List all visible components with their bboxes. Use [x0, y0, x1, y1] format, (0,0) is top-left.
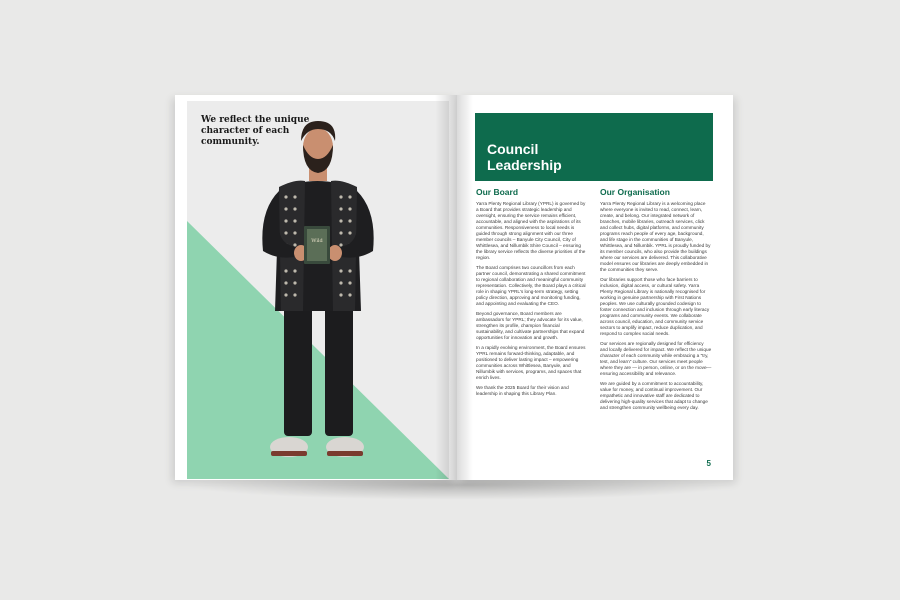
left-leg	[284, 301, 312, 436]
right-sole	[327, 451, 363, 456]
gutter-shadow-left	[435, 95, 457, 480]
organisation-paragraph: We are guided by a commitment to accountability, value for money, and continual improvement. Our empathetic and innovative staff are dedicated to delivering high-quality services that adapt to change and strengthen community wellbeing every day.	[600, 381, 708, 410]
organisation-paragraph: Yarra Plenty Regional Library is a welcoming place where everyone is invited to read, connect, learn, create, and belong. Our integrated network of branches, mobile libraries, outreach services, click and collect hubs, digital platforms, and community programs reach people of every age, background, and life stage in the communities of Banyule, Whittlesea, and Nillumbik. YPRL is proudly funded by its member councils, who also provide the buildings where our services are delivered. This collaborative model ensures our libraries are deeply embedded in the communities they serve.	[600, 201, 711, 272]
page-number: 5	[706, 459, 711, 468]
right-hand	[328, 245, 342, 261]
right-page	[457, 95, 733, 480]
organisation-paragraph: Our libraries support those who face barriers to inclusion, digital access, or cultural safety. Yarra Plenty Regional Library is nationally recognised for working in genuine partnership with First Nations peoples. We use culturally grounded codesign to foster connection and inclusion through early literacy programs and community events. We collaborate across council, education, and community service sectors to amplify impact, reduce duplication, and respond to complex social needs.	[600, 277, 710, 336]
book-cover	[307, 229, 327, 261]
organisation-column	[600, 187, 712, 415]
page-title: Council Leadership	[487, 141, 562, 173]
board-paragraph: In a rapidly evolving environment, the Board ensures YPRL remains forward-thinking, adaptable, and positioned to deliver lasting impact – empowering communities across Whittlesea, Banyule, and Nillumbik with services, programs, and spaces that enrich lives.	[476, 345, 586, 380]
title-banner	[475, 113, 713, 181]
photo-caption: We reflect the unique character of each community.	[201, 115, 310, 147]
right-leg	[325, 301, 353, 436]
left-sole	[271, 451, 307, 456]
board-paragraph: We thank the 2025 Board for their vision and leadership in shaping this Library Plan.	[476, 385, 569, 396]
book-cover-text: Wild	[311, 238, 323, 244]
portrait-photo	[187, 101, 449, 479]
organisation-paragraph: Our services are regionally designed for efficiency and locally delivered for impact. We reflect the unique character of each community while embracing a "try, test, and learn" culture. Our services meet people where they are — in person, online, or on the move—ensuring accessibility and relevance.	[600, 341, 712, 376]
board-heading: Our Board	[476, 187, 519, 197]
board-paragraph: Beyond governance, Board members are ambassadors for YPRL; they advocate for its value, strengthen its profile, champion financial sustainability, and cultivate partnerships that expand opportunities for innovation and growth.	[476, 311, 585, 340]
board-paragraph: Yarra Plenty Regional Library (YPRL) is governed by a Board that provides strategic leadership and oversight, ensuring the service remains efficient, accountable, and aligned with the aspirations of its communities. Responsiveness to local needs is guided through strong alignment with our three member councils – Banyule City Council, City of Whittlesea, and Nillumbik Shire Council – ensuring the library service reflects the diverse priorities of the region.	[476, 201, 586, 260]
portrait-illustration	[187, 101, 449, 479]
left-page	[175, 95, 457, 480]
board-paragraph: The Board comprises two councillors from each partner council, demonstrating a shared commitment to regional collaboration and meaningful community representation. Collectively, the Board plays a critical role in shaping YPRL's long-term strategy, setting policy direction, approving and monitoring funding, and appointing and evaluating the CEO.	[476, 265, 586, 306]
organisation-heading: Our Organisation	[600, 187, 670, 197]
board-column	[476, 187, 588, 401]
gutter-shadow-right	[457, 95, 473, 480]
